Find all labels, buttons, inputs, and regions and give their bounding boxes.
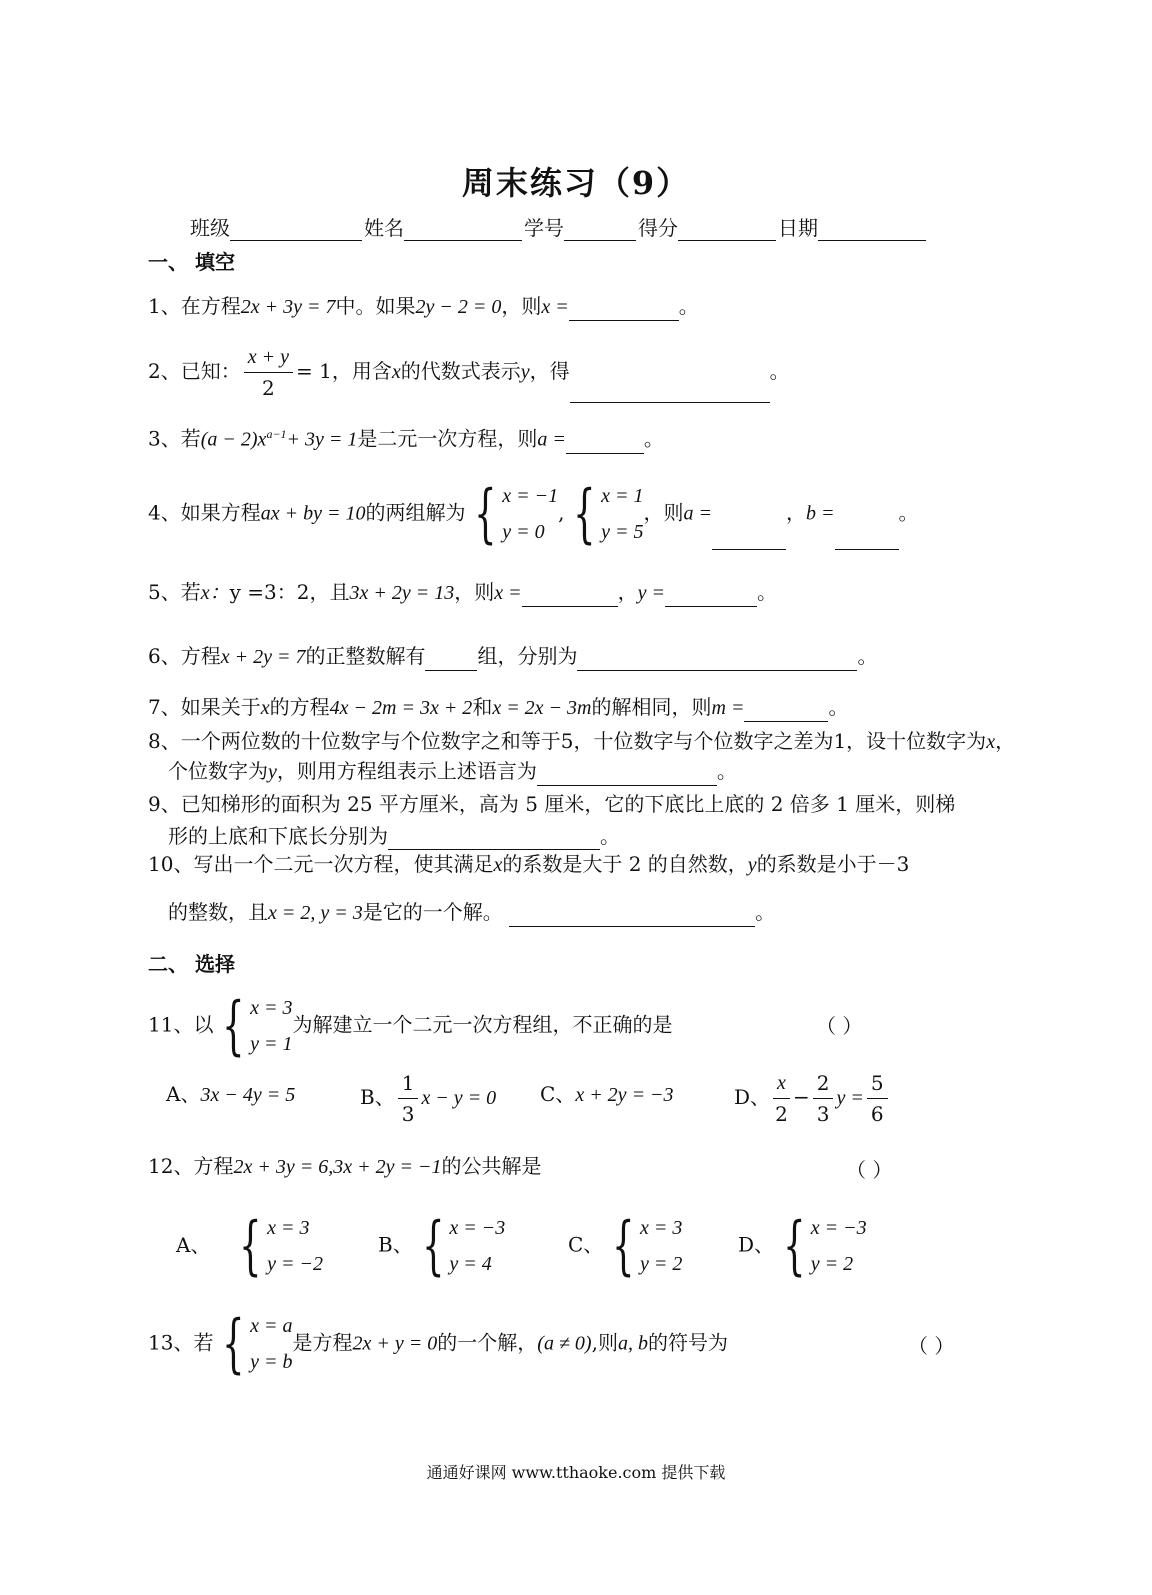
numerator: x bbox=[773, 1068, 790, 1099]
q8-end: 。 bbox=[716, 759, 737, 783]
q6-number: 6、 bbox=[148, 644, 181, 668]
q13-answer-paren[interactable]: （ ） bbox=[908, 1334, 955, 1358]
q7-answer-blank[interactable] bbox=[744, 699, 828, 722]
option-label: B、 bbox=[360, 1085, 395, 1109]
q11-row1: x = 3 bbox=[250, 997, 293, 1019]
q12-option-a[interactable] bbox=[176, 1210, 323, 1282]
q7-x: x bbox=[260, 697, 270, 719]
q5-end: 。 bbox=[757, 580, 777, 604]
q2-eq: = 1 bbox=[295, 359, 332, 383]
numerator: 5 bbox=[867, 1068, 888, 1099]
q10-line-1c: 的系数是小于－3 bbox=[756, 852, 910, 876]
q7-equation-1: 4x − 2m = 3x + 2 bbox=[329, 697, 473, 719]
option-fraction-3 bbox=[867, 1068, 888, 1129]
minus: − bbox=[792, 1085, 810, 1109]
question-8 bbox=[148, 727, 1015, 756]
q1-text: 在方程 bbox=[180, 294, 241, 318]
brace-icon: { bbox=[474, 477, 498, 551]
q4-s1-row2: y = 0 bbox=[502, 521, 545, 543]
q10-condition: x = 2, y = 3 bbox=[268, 902, 363, 924]
q3-text-2: 是二元一次方程，则 bbox=[357, 426, 538, 451]
q6-count-blank[interactable] bbox=[425, 648, 477, 671]
q6-text-3: 组，分别为 bbox=[477, 644, 578, 668]
question-5 bbox=[148, 578, 777, 607]
q4-text-3: ，则 bbox=[643, 500, 684, 525]
q6-text-2: 的正整数解有 bbox=[305, 644, 426, 668]
q12-answer-paren[interactable]: （ ） bbox=[846, 1158, 893, 1182]
q11-text: 以 bbox=[193, 1012, 214, 1037]
q11-answer-paren[interactable]: （ ） bbox=[816, 1014, 863, 1038]
q1-text-2: 中。如果 bbox=[335, 294, 416, 318]
q10-y: y bbox=[747, 854, 757, 876]
q10-line-2b: 是它的一个解。 bbox=[362, 900, 503, 924]
q1-equation: 2x + 3y = 7 bbox=[240, 296, 336, 318]
brace-icon: { bbox=[421, 1209, 445, 1283]
q1-condition: 2y − 2 = 0 bbox=[415, 296, 502, 318]
q5-equation: 3x + 2y = 13 bbox=[349, 582, 455, 604]
row2: y = −2 bbox=[267, 1253, 324, 1275]
name-blank[interactable] bbox=[404, 218, 522, 241]
q5-y-blank[interactable] bbox=[665, 584, 757, 607]
brace-icon: { bbox=[783, 1209, 806, 1283]
q4-s1-row1: x = −1 bbox=[502, 485, 559, 507]
q11-option-b[interactable] bbox=[360, 1068, 496, 1129]
brace-icon: { bbox=[239, 1209, 263, 1283]
q1-text-3: ，则 bbox=[501, 294, 542, 318]
option-label: A、 bbox=[176, 1232, 211, 1257]
q2-fraction bbox=[244, 342, 293, 403]
q11-system bbox=[213, 990, 292, 1062]
option-system bbox=[603, 1210, 682, 1282]
q3-number: 3、 bbox=[148, 426, 181, 451]
question-1 bbox=[148, 292, 699, 321]
q7-m-var: m = bbox=[711, 697, 745, 719]
q3-end: 。 bbox=[643, 426, 664, 451]
q13-equation: 2x + y = 0 bbox=[352, 1332, 438, 1355]
row1: x = −3 bbox=[449, 1217, 506, 1239]
q7-text-4: 的解相同，则 bbox=[591, 695, 712, 719]
q5-x: x： bbox=[200, 582, 230, 604]
q2-x: x bbox=[391, 361, 401, 383]
score-label: 得分 bbox=[638, 216, 678, 240]
q13-row2: y = b bbox=[250, 1351, 293, 1373]
q12-option-c[interactable] bbox=[568, 1210, 682, 1282]
q13-text-4: ,则 bbox=[591, 1330, 618, 1355]
q3-answer-blank[interactable] bbox=[566, 431, 644, 454]
q4-b-var: b = bbox=[806, 502, 835, 525]
q4-s2-row2: y = 5 bbox=[601, 521, 644, 543]
q9-line-2: 形的上底和下底长分别为 bbox=[168, 824, 388, 848]
q2-number: 2、 bbox=[148, 359, 181, 383]
q9-answer-blank[interactable] bbox=[388, 827, 600, 850]
brace-icon: { bbox=[612, 1209, 635, 1283]
q11-option-c[interactable] bbox=[540, 1078, 674, 1107]
option-system bbox=[774, 1210, 867, 1282]
class-blank[interactable] bbox=[230, 218, 362, 241]
q4-a-blank[interactable] bbox=[712, 527, 786, 550]
q4-comma: ， bbox=[786, 500, 807, 525]
q4-equation: ax + by = 10 bbox=[260, 502, 366, 525]
question-6 bbox=[148, 642, 877, 671]
denominator: 2 bbox=[775, 1102, 788, 1126]
q12-option-d[interactable] bbox=[738, 1210, 867, 1282]
question-3 bbox=[148, 420, 664, 454]
class-label: 班级 bbox=[190, 216, 230, 240]
score-blank[interactable] bbox=[678, 218, 776, 241]
q2-text-3: 的代数式表示 bbox=[400, 359, 521, 383]
question-10-line-2 bbox=[168, 898, 775, 927]
denominator: 3 bbox=[401, 1102, 415, 1126]
option-eq: 3x − 4y = 5 bbox=[200, 1084, 296, 1106]
question-9-line-2 bbox=[168, 822, 620, 850]
q10-x: x bbox=[493, 854, 503, 876]
q4-end: 。 bbox=[898, 500, 919, 525]
q8-line-1: 一个两位数的十位数字与个位数字之和等于5，十位数字与个位数字之差为1，设十位数字为 bbox=[180, 729, 987, 753]
q13-text: 若 bbox=[193, 1330, 214, 1355]
q1-var: x = bbox=[541, 296, 569, 318]
q11-option-a[interactable] bbox=[166, 1078, 295, 1107]
option-label: D、 bbox=[734, 1085, 771, 1109]
q3-text: 若 bbox=[180, 426, 201, 451]
q1-number: 1、 bbox=[148, 294, 181, 318]
section-fill-heading: 一、 填空 bbox=[148, 250, 235, 274]
question-10 bbox=[148, 850, 909, 879]
row1: x = 3 bbox=[267, 1217, 310, 1239]
q3-exponent: a−1 bbox=[266, 427, 287, 441]
denominator: 3 bbox=[816, 1102, 830, 1126]
row2: y = 2 bbox=[640, 1253, 683, 1275]
q3-var: a = bbox=[537, 428, 566, 451]
q13-row1: x = a bbox=[250, 1315, 293, 1337]
q4-s2-row1: x = 1 bbox=[601, 485, 644, 507]
question-8-line-2 bbox=[168, 757, 737, 786]
q13-system bbox=[213, 1308, 292, 1380]
q2-denominator: 2 bbox=[261, 376, 275, 400]
q8-y: y bbox=[268, 761, 277, 783]
q13-text-5: 的符号为 bbox=[647, 1330, 728, 1355]
q4-text: 如果方程 bbox=[180, 500, 261, 525]
q8-number: 8、 bbox=[148, 729, 181, 753]
option-label: C、 bbox=[540, 1082, 576, 1106]
q8-answer-blank[interactable] bbox=[537, 763, 717, 786]
numerator: 1 bbox=[398, 1068, 419, 1099]
question-13 bbox=[148, 1308, 728, 1380]
q11-option-d[interactable] bbox=[734, 1068, 891, 1129]
q5-text-2: ，则 bbox=[454, 580, 495, 604]
q12-number: 12、 bbox=[148, 1154, 194, 1178]
student-info-line bbox=[190, 212, 928, 241]
q13-vars: a, b bbox=[617, 1332, 648, 1355]
q2-text: 已知： bbox=[180, 359, 241, 383]
option-eq: x − y = 0 bbox=[421, 1087, 497, 1109]
row2: y = 4 bbox=[449, 1253, 492, 1275]
option-label: C、 bbox=[568, 1232, 604, 1257]
q13-text-2: 是方程 bbox=[292, 1330, 353, 1355]
option-fraction-2 bbox=[813, 1068, 834, 1129]
date-label: 日期 bbox=[778, 216, 818, 240]
q9-end: 。 bbox=[600, 824, 620, 848]
q7-text-2: 的方程 bbox=[269, 695, 330, 719]
q2-text-2: ，用含 bbox=[331, 359, 392, 383]
q12-option-b[interactable] bbox=[378, 1210, 505, 1282]
name-label: 姓名 bbox=[364, 216, 404, 240]
q2-numerator: x + y bbox=[244, 342, 293, 373]
option-label: A、 bbox=[166, 1082, 201, 1106]
q5-ratio: y =3：2，且 bbox=[229, 580, 350, 604]
q5-number: 5、 bbox=[148, 580, 181, 604]
q8-comma: ， bbox=[995, 729, 1016, 753]
question-12 bbox=[148, 1152, 541, 1181]
footer-credit: 通通好课网 www.tthaoke.com 提供下载 bbox=[426, 1463, 726, 1482]
section-choice-heading: 二、 选择 bbox=[148, 952, 235, 976]
option-label: B、 bbox=[378, 1232, 413, 1257]
q3-expr-2: + 3y = 1 bbox=[286, 428, 358, 451]
question-11 bbox=[148, 990, 673, 1062]
q5-y-var: y = bbox=[637, 582, 665, 604]
q3-expr: (a − 2)x bbox=[200, 428, 267, 451]
q1-end: 。 bbox=[678, 294, 699, 318]
q7-equation-2: x = 2x − 3m bbox=[492, 697, 592, 719]
q13-text-3: 的一个解， bbox=[437, 1330, 538, 1355]
q6-equation: x + 2y = 7 bbox=[220, 646, 306, 668]
q5-x-var: x = bbox=[494, 582, 522, 604]
q12-text-2: 的公共解是 bbox=[441, 1154, 542, 1178]
q12-text: 方程 bbox=[193, 1154, 234, 1178]
q5-comma: ， bbox=[617, 580, 638, 604]
option-fraction-1 bbox=[773, 1068, 790, 1129]
number-blank[interactable] bbox=[564, 218, 636, 241]
q6-answer-blank[interactable] bbox=[577, 648, 857, 671]
q4-number: 4、 bbox=[148, 500, 181, 525]
q8-line-2a: 个位数字为 bbox=[168, 759, 268, 783]
q13-number: 13、 bbox=[148, 1330, 194, 1355]
date-blank[interactable] bbox=[818, 218, 926, 241]
question-4: 4、如果方程ax + by = 10的两组解为 { x = −1 y = 0 , { x = 1 y = 5 ，则a = ，b = 。 bbox=[148, 477, 919, 551]
q9-number: 9、 bbox=[148, 792, 181, 816]
q11-number: 11、 bbox=[148, 1012, 194, 1037]
q9-line-1: 已知梯形的面积为 25 平方厘米，高为 5 厘米，它的下底比上底的 2 倍多 1 厘米，则梯 bbox=[180, 792, 956, 816]
q8-line-2b: ，则用方程组表示上述语言为 bbox=[276, 759, 537, 783]
number-label: 学号 bbox=[524, 216, 564, 240]
question-2 bbox=[148, 342, 790, 403]
q2-text-4: ，得 bbox=[529, 359, 570, 383]
option-fraction bbox=[398, 1068, 419, 1129]
q6-end: 。 bbox=[857, 644, 878, 668]
option-system bbox=[413, 1210, 506, 1282]
q2-y: y bbox=[520, 361, 530, 383]
q10-number: 10、 bbox=[148, 852, 194, 876]
q7-number: 7、 bbox=[148, 695, 181, 719]
q4-system-1 bbox=[465, 478, 558, 550]
option-eq: x + 2y = −3 bbox=[575, 1084, 674, 1106]
brace-icon: { bbox=[222, 989, 246, 1063]
brace-icon: { bbox=[222, 1307, 246, 1381]
question-9 bbox=[148, 790, 955, 818]
q11-text-2: 为解建立一个二元一次方程组，不正确的是 bbox=[292, 1012, 673, 1037]
brace-icon: { bbox=[573, 477, 596, 551]
row1: x = 3 bbox=[640, 1217, 683, 1239]
q4-b-blank[interactable] bbox=[835, 527, 899, 550]
option-system bbox=[230, 1210, 323, 1282]
row1: x = −3 bbox=[810, 1217, 867, 1239]
q8-x: x bbox=[986, 731, 996, 753]
q13-condition: (a ≠ 0) bbox=[537, 1332, 592, 1355]
option-eq: y = bbox=[836, 1087, 864, 1109]
row2: y = 2 bbox=[810, 1253, 854, 1275]
q10-answer-blank[interactable] bbox=[509, 904, 755, 927]
denominator: 6 bbox=[870, 1102, 884, 1126]
q6-text: 方程 bbox=[180, 644, 221, 668]
q5-text: 若 bbox=[180, 580, 201, 604]
page-title: 周末练习（9） bbox=[461, 164, 691, 202]
q10-line-2a: 的整数，且 bbox=[168, 900, 268, 924]
numerator: 2 bbox=[813, 1068, 834, 1099]
q12-equations: 2x + 3y = 6,3x + 2y = −1 bbox=[233, 1156, 442, 1178]
q11-row2: y = 1 bbox=[250, 1033, 293, 1055]
option-label: D、 bbox=[738, 1232, 775, 1257]
q10-line-1b: 的系数是大于 2 的自然数， bbox=[502, 852, 748, 876]
q2-answer-blank[interactable] bbox=[570, 380, 770, 403]
q7-text-3: 和 bbox=[472, 695, 493, 719]
q2-end: 。 bbox=[769, 359, 790, 383]
q4-system-2 bbox=[564, 478, 643, 550]
q4-text-2: 的两组解为 bbox=[365, 500, 466, 525]
q10-end: 。 bbox=[755, 900, 776, 924]
q7-text: 如果关于 bbox=[180, 695, 261, 719]
q4-a-var: a = bbox=[683, 502, 713, 525]
q5-x-blank[interactable] bbox=[522, 584, 618, 607]
q7-end: 。 bbox=[828, 695, 849, 719]
question-7 bbox=[148, 693, 848, 722]
q10-line-1a: 写出一个二元一次方程，使其满足 bbox=[193, 852, 494, 876]
q1-answer-blank[interactable] bbox=[569, 298, 679, 321]
